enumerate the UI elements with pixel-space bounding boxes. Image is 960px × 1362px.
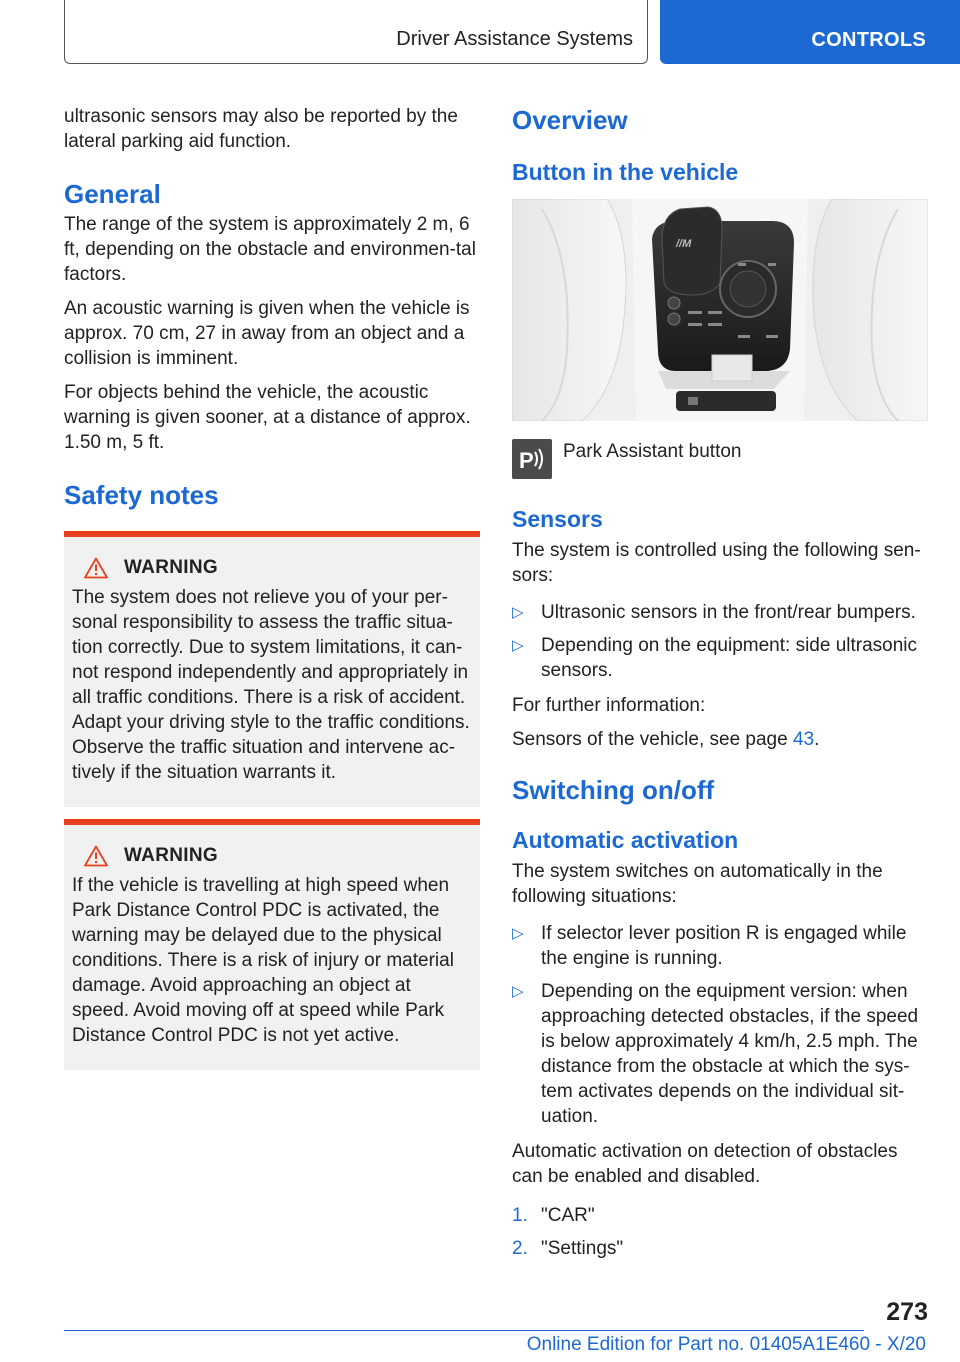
general-paragraph-3: For objects behind the vehicle, the acoustic warning is given sooner, at a distance of approx. 1.50 m, 5 ft. — [64, 382, 471, 453]
list-item: ▷ Ultrasonic sensors in the front/rear bumpers. — [512, 602, 916, 623]
header-section-title: Driver Assistance Systems — [396, 28, 633, 50]
step-number: 1. — [512, 1205, 528, 1226]
list-item: ▷ Depending on the equipment version: when approaching detected obstacles, if the speed is below approximately 4 km/h, 2.5 mph. The distance from the obstacle at which the sys-tem activates depends on the individual sit-uation. — [512, 981, 919, 1127]
warning-2-title: WARNING — [124, 845, 218, 866]
sensors-list — [512, 600, 928, 683]
warning-box-1 — [64, 531, 480, 807]
header-section-tab — [64, 0, 648, 64]
sensors-heading: Sensors — [512, 506, 603, 532]
switching-heading: Switching on/off — [512, 775, 715, 805]
svg-text:P: P — [519, 448, 534, 472]
park-assistant-button-row — [512, 439, 928, 479]
center-console-photo — [512, 199, 928, 421]
warning-triangle-icon — [84, 557, 108, 579]
activation-toggle-paragraph: Automatic activation on detection of obstacles can be enabled and disabled. — [512, 1141, 898, 1187]
page-link-43[interactable]: 43 — [792, 729, 815, 750]
sensors-reference: Sensors of the vehicle, see page 43. — [512, 729, 820, 750]
park-assistant-button-icon — [512, 439, 552, 479]
safety-notes-heading: Safety notes — [64, 480, 219, 510]
step-text: "Settings" — [541, 1238, 624, 1259]
automatic-activation-paragraph: The system switches on automatically in the following situations: — [512, 861, 883, 907]
right-column — [512, 104, 928, 1269]
park-assistant-button-caption: Park Assistant button — [563, 441, 742, 462]
further-info-text: For further information: — [512, 695, 706, 716]
triangle-bullet-icon: ▷ — [512, 925, 524, 942]
list-item — [512, 1236, 928, 1261]
general-paragraph-1: The range of the system is approximately 2 m, 6 ft, depending on the obstacle and environmen-tal factors. — [64, 214, 476, 285]
list-item: ▷ Depending on the equipment: side ultrasonic sensors. — [512, 635, 918, 681]
warning-2-text: If the vehicle is travelling at high speed when Park Distance Control PDC is activated, the warning may be delayed due to the physical conditions. There is a risk of injury or material damage. Avoid approaching an object at speed. Avoid moving off at speed while Park Distance Control PDC is not yet active. — [72, 875, 454, 1046]
triangle-bullet-icon: ▷ — [512, 983, 524, 1000]
button-in-vehicle-heading: Button in the vehicle — [512, 159, 739, 185]
warning-triangle-icon — [84, 845, 108, 867]
triangle-bullet-icon: ▷ — [512, 604, 524, 621]
general-paragraph-2: An acoustic warning is given when the vehicle is approx. 70 cm, 27 in away from an object and a collision is imminent. — [64, 298, 470, 369]
general-heading: General — [64, 179, 161, 209]
warning-1-text: The system does not relieve you of your per-sonal responsibility to assess the traffic situa-tion correctly. Due to system limitations, it can-not respond independently and appropriately in all traffic conditions. There is a risk of accident. Adapt your driving style to the traffic conditions. Observe the traffic situation and intervene ac-tively if the situation warrants it. — [72, 587, 470, 783]
steps-list — [512, 1203, 928, 1261]
header-chapter-title: CONTROLS — [811, 29, 926, 51]
warning-1-title: WARNING — [124, 557, 218, 578]
list-item: ▷ If selector lever position R is engaged while the engine is running. — [512, 923, 907, 969]
step-number: 2. — [512, 1238, 528, 1259]
page-number: 273 — [886, 1298, 928, 1326]
automatic-activation-heading: Automatic activation — [512, 827, 739, 853]
warning-box-2 — [64, 819, 480, 1070]
triangle-bullet-icon: ▷ — [512, 637, 524, 654]
activation-list — [512, 921, 928, 1129]
footer-edition-text: Online Edition for Part no. 01405A1E460 - X/20 — [526, 1334, 926, 1355]
intro-paragraph: ultrasonic sensors may also be reported by the lateral parking aid function. — [64, 106, 458, 152]
step-text: "CAR" — [541, 1205, 595, 1226]
left-column — [64, 104, 480, 1082]
sensors-paragraph: The system is controlled using the following sen-sors: — [512, 540, 921, 586]
footer-divider — [64, 1330, 864, 1331]
list-item — [512, 1203, 928, 1228]
header-chapter-tab[interactable] — [660, 0, 960, 64]
svg-text://M: //M — [676, 238, 692, 250]
overview-heading: Overview — [512, 105, 628, 135]
center-console-illustration — [512, 199, 928, 421]
